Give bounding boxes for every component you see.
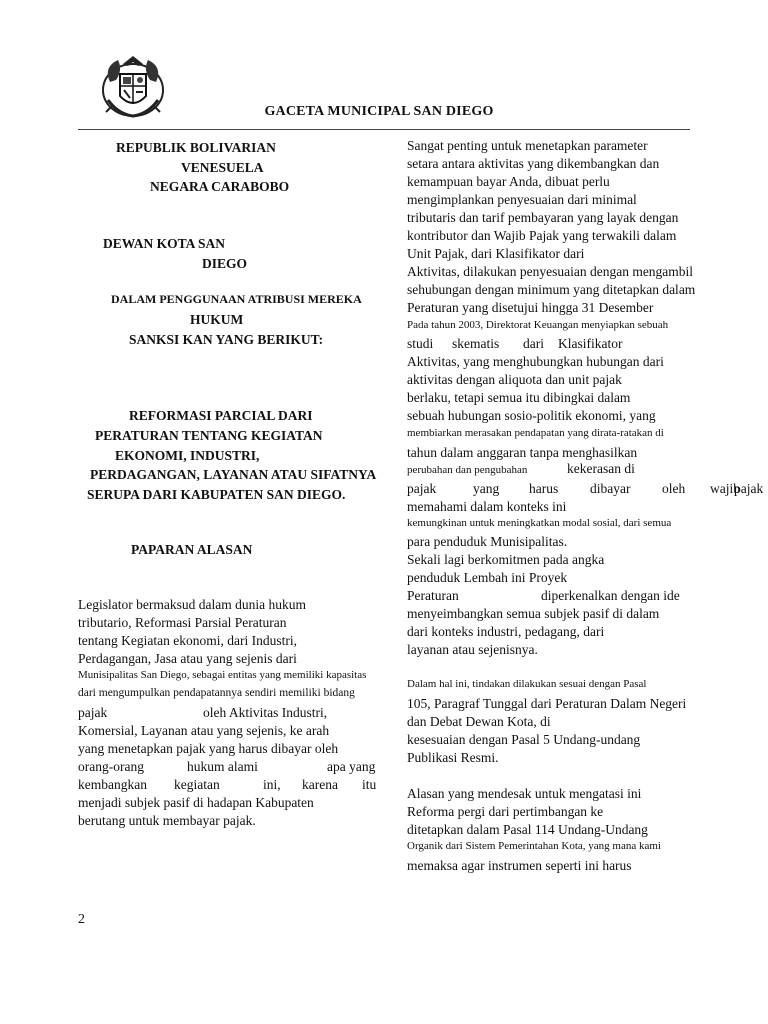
body-line: 105, Paragraf Tunggal dari Peraturan Dalam Negeri [407, 696, 687, 711]
body-line: oleh [662, 481, 686, 496]
body-line: yang [473, 481, 500, 496]
body-line: ini, [263, 777, 281, 792]
body-line: Legislator bermaksud dalam dunia hukum [78, 597, 306, 612]
body-line: sehubungan dengan minimum yang ditetapkan dalam [407, 282, 696, 297]
body-line: dari konteks industri, pedagang, dari [407, 624, 605, 639]
body-line: tahun dalam anggaran tanpa menghasilkan [407, 445, 638, 460]
body-line: memahami dalam konteks ini [407, 499, 567, 514]
reform-title-line-5: SERUPA DARI KABUPATEN SAN DIEGO. [87, 487, 346, 502]
republic-line-3: NEGARA CARABOBO [150, 179, 290, 194]
body-line: Sangat penting untuk menetapkan parameter [407, 138, 648, 153]
body-line: tentang Kegiatan ekonomi, dari Industri, [78, 633, 297, 648]
body-line: kemungkinan untuk meningkatkan modal sosial, dari semua [407, 517, 672, 529]
body-line: kontributor dan Wajib Pajak yang terwakili dalam [407, 228, 677, 243]
body-line: kemampuan bayar Anda, dibuat perlu [407, 174, 610, 189]
body-line: tributario, Reformasi Parsial Peraturan [78, 615, 287, 630]
attribution-line-1: DALAM PENGGUNAAN ATRIBUSI MEREKA [111, 292, 362, 306]
body-line: Perdagangan, Jasa atau yang sejenis dari [78, 651, 297, 666]
body-line: Aktivitas, yang menghubungkan hubungan dari [407, 354, 664, 369]
body-line: Reforma pergi dari pertimbangan ke [407, 804, 604, 819]
reform-title-line-2: PERATURAN TENTANG KEGIATAN [95, 428, 323, 443]
body-line: pajak [78, 705, 108, 720]
body-line: kesesuaian dengan Pasal 5 Undang-undang [407, 732, 641, 747]
body-line: layanan atau sejenisnya. [407, 642, 538, 657]
body-line: pajak [407, 481, 437, 496]
body-line: itu [362, 777, 377, 792]
republic-line-1: REPUBLIK BOLIVARIAN [116, 140, 276, 155]
header-rule [78, 129, 690, 130]
body-line: aktivitas dengan aliquota dan unit pajak [407, 372, 622, 387]
body-line: Sekali lagi berkomitmen pada angka [407, 552, 605, 567]
body-line: kegiatan [174, 777, 220, 792]
body-line: wajib [710, 481, 740, 496]
body-line: harus [529, 481, 559, 496]
attribution-line-3: SANKSI KAN YANG BERIKUT: [129, 332, 324, 347]
body-line: sebuah hubungan sosio-politik ekonomi, yang [407, 408, 656, 423]
body-line: berutang untuk membayar pajak. [78, 813, 256, 828]
body-line: yang menetapkan pajak yang harus dibayar oleh [78, 741, 339, 756]
body-line: Peraturan [407, 588, 459, 603]
body-line: tributaris dan tarif pembayaran yang layak dengan [407, 210, 679, 225]
gazette-title: GACETA MUNICIPAL SAN DIEGO [264, 104, 494, 119]
body-line: kekerasan di [567, 461, 635, 476]
body-line: menyeimbangkan semua subjek pasif di dalam [407, 606, 660, 621]
body-line: penduduk Lembah ini Proyek [407, 570, 568, 585]
body-line: hukum alami [187, 759, 258, 774]
body-line: dan Debat Dewan Kota, di [407, 714, 551, 729]
body-line: setara antara aktivitas yang dikembangkan dan [407, 156, 660, 171]
section-heading: PAPARAN ALASAN [131, 542, 253, 557]
body-line: Dalam hal ini, tindakan dilakukan sesuai dengan Pasal [407, 678, 647, 690]
body-line: Munisipalitas San Diego, sebagai entitas yang memiliki kapasitas [78, 669, 367, 681]
body-line: membiarkan merasakan pendapatan yang dirata-ratakan di [407, 427, 664, 439]
body-line: mengimplankan penyesuaian dari minimal [407, 192, 637, 207]
body-line: karena [302, 777, 338, 792]
body-line: pajak [734, 481, 764, 496]
body-line: dari [523, 336, 544, 351]
body-line: orang-orang [78, 759, 144, 774]
body-line: dibayar [590, 481, 631, 496]
body-line: skematis [452, 336, 500, 351]
body-line: para penduduk Munisipalitas. [407, 534, 568, 549]
body-line: Pada tahun 2003, Direktorat Keuangan menyiapkan sebuah [407, 319, 669, 331]
council-line-1: DEWAN KOTA SAN [103, 236, 226, 251]
body-line: Unit Pajak, dari Klasifikator dari [407, 246, 585, 261]
attribution-line-2: HUKUM [190, 312, 244, 327]
council-line-2: DIEGO [202, 256, 248, 271]
body-line: oleh Aktivitas Industri, [203, 705, 328, 720]
body-line: dari mengumpulkan pendapatannya sendiri memiliki bidang [78, 687, 355, 699]
reform-title-line-3: EKONOMI, INDUSTRI, [115, 448, 260, 463]
body-line: apa yang [327, 759, 376, 774]
republic-line-2: VENESUELA [181, 160, 264, 175]
body-line: kembangkan [78, 777, 147, 792]
body-line: Alasan yang mendesak untuk mengatasi ini [407, 786, 642, 801]
body-line: studi [407, 336, 434, 351]
body-line: perubahan dan pengubahan [407, 464, 528, 476]
body-line: Organik dari Sistem Pemerintahan Kota, yang mana kami [407, 840, 661, 852]
body-line: Peraturan yang disetujui hingga 31 Desember [407, 300, 654, 315]
body-line: menjadi subjek pasif di hadapan Kabupaten [78, 795, 314, 810]
page-number: 2 [78, 912, 85, 927]
body-line: Publikasi Resmi. [407, 750, 499, 765]
body-line: Aktivitas, dilakukan penyesuaian dengan mengambil [407, 264, 694, 279]
body-line: Komersial, Layanan atau yang sejenis, ke arah [78, 723, 330, 738]
reform-title-line-1: REFORMASI PARCIAL DARI [129, 408, 313, 423]
body-line: berlaku, tetapi semua itu dibingkai dalam [407, 390, 631, 405]
body-line: Klasifikator [558, 336, 623, 351]
body-line: diperkenalkan dengan ide [541, 588, 680, 603]
body-line: memaksa agar instrumen seperti ini harus [407, 858, 632, 873]
reform-title-line-4: PERDAGANGAN, LAYANAN ATAU SIFATNYA [90, 467, 377, 482]
body-line: ditetapkan dalam Pasal 114 Undang-Undang [407, 822, 648, 837]
